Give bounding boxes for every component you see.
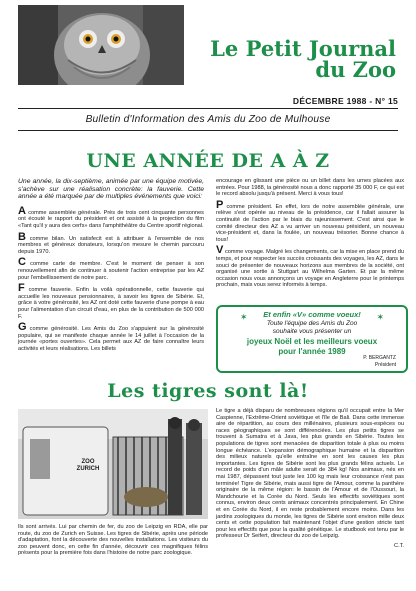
drop-letter: G <box>18 321 27 334</box>
article1-right-column <box>216 178 404 292</box>
zoo-zurich-sign: ZOO ZURICH <box>76 459 100 472</box>
greeting-wish: joyeux Noël et les meilleurs voeux <box>246 337 378 346</box>
paragraph-text: comme président. En effet, lors de notre assemblée générale, une relève s'est opérée au niveau de la présidence, car il fallait assurer la continuité de l'action par le biais du rajeunissement. C'est ainsi que le comité directeur des AZ a vu arriver un nouveau président, un nouveau vice-président et, dans la foulée, un nouveau trésorier. Bonne chance à tous! <box>216 203 404 243</box>
paragraph-text: comme voyage. Malgré les changements, car la mise en place prend du temps, et pour respecter les succès croissants des voyages, les AZ, dans le souci de présenter de nouveaux horizons aux membres de la société, ont organisé une sortie à Stuttgart au Wilhelma Garten. Et par la même occasion nous vous annonçons un voyage en Angleterre pour le printemps prochain, mais vous serez informés à temps. <box>216 249 404 289</box>
article2-heading: Les tigres sont là! <box>107 380 309 402</box>
photo-caption-text: Ils sont arrivés. Lui par chemin de fer, du zoo de Leipzig en RDA, elle par route, du zoo de Zurich en Suisse. Les tigres de Sibérie, après une période d'adaptation, font la découverte des nouvelles installations. Les visiteurs du zoo peuvent donc, en cette fin d'année, découvrir ces magnifiques félins présents pour la première fois dans l'histoire de notre parc zoologique. <box>18 524 208 557</box>
journal-title-line1: Le Petit Journal <box>210 36 396 61</box>
article1-paragraph <box>18 284 204 320</box>
article1-paragraph <box>216 178 404 198</box>
journal-title-line2: du Zoo <box>315 57 396 82</box>
greeting-line: Toute l'équipe des Amis du Zoo <box>266 320 358 327</box>
greeting-wish: pour l'année 1989 <box>278 347 346 356</box>
article2-text: Le tigre a déjà disparu de nombreuses régions qu'il occupait entre la Mer Caspienne, l'Extrême-Orient soviétique et l'île de Bali. Dans cette immense aire de répartition, au cours des millénaires, plusieurs sous-espèces ou races géographiques se sont différenciées. Les plus petits tigres se trouvent à Sumatra et à Java, les plus grands en Sibérie. Toutes les populations de tigres sont menacées de disparition totale à plus ou moins longue échéance. L'expansion démographique humaine et la disparition des milieux naturels qu'elle entraîne en sont les causes les plus importantes. Les tigres de Sibérie sont les plus grands félins actuels. Le record de poids d'un mâle adulte serait de 384 kg! Nos animaux, nés en mai 1987, dépassent tout juste les 100 kg mais leur croissance n'est pas terminée! Tigre de Sibérie, mais aussi tigre de l'Amour, comme la panthère originaire de la même région: le bassin de l'Amour et de l'Oussouri, la Mandchourie et la Corée du Nord. Seuls les effectifs soviétiques sont connus, environ deux cents animaux concentrés principalement. En Chine et en Corée du Nord, il en reste probablement encore moins. Dans les jardins zoologiques du monde, les tigres de Sibérie sont environ mille deux cents et cette population fait maintenant l'objet d'une gestion stricte tant pour les effectifs que pour la qualité génétique. Le studbook est tenu par le professeur Dr Seifert, directeur du zoo de Leipzig. <box>216 408 404 540</box>
owl-photo <box>18 5 184 85</box>
star-icon: ✶ <box>240 312 248 322</box>
bulletin-subtitle: Bulletin d'Information des Amis du Zoo de Mulhouse <box>85 114 331 125</box>
article1-paragraph <box>216 246 404 289</box>
article1-left-column <box>18 178 204 355</box>
article1-paragraph <box>18 204 204 230</box>
signature-name: P. BERGANTZ <box>363 355 396 361</box>
article1-lead: Une année, la dix-septième, animée par une équipe motivée, s'achève sur une réalisation concrète: la fauverie. Cette année a été marquée par de multiples événements que voici: <box>18 178 204 201</box>
drop-letter: V <box>216 244 224 257</box>
paragraph-text: comme carte de membre. C'est le moment de penser à son renouvellement afin de continuer à soutenir l'action entreprise par les AZ pour l'embellissement de notre parc. <box>18 261 204 281</box>
drop-letter: B <box>18 230 26 243</box>
article2-author: C.T. <box>394 542 404 549</box>
issue-number: DÉCEMBRE 1988 - N° 15 <box>292 96 398 106</box>
paragraph-text: comme générosité. Les Amis du Zoo s'appuient sur la générosité populaire, qui se manifeste chaque année le 14 juillet à l'occasion de la journée «portes ouvertes». Cela permet aux AZ de faire connaître leurs activités et leurs réalisations. Les billets <box>18 326 205 352</box>
photo-caption <box>18 524 208 560</box>
star-icon: ✶ <box>376 312 384 322</box>
article1-paragraph <box>18 230 204 256</box>
drop-letter: A <box>18 204 26 217</box>
article1-paragraph <box>216 198 404 244</box>
article1-paragraph <box>18 258 204 281</box>
paragraph-text: comme bilan. Un satisfecit est à attribuer à l'ensemble de nos membres et généreux donateurs, lorsqu'on mesure le chemin parcouru depuis 1970. <box>18 235 204 255</box>
tiger-transport-photo <box>18 409 208 519</box>
article1-heading: UNE ANNÉE DE A À Z <box>86 150 330 172</box>
divider-subtitle <box>18 130 398 131</box>
journal-title <box>190 38 396 80</box>
article1-paragraph <box>18 323 204 352</box>
divider-top <box>18 108 398 109</box>
drop-letter: F <box>18 282 25 295</box>
drop-letter: C <box>18 256 26 269</box>
greeting-box <box>216 305 408 373</box>
paragraph-text: encourage en glissant une pièce ou un billet dans les urnes placées aux entrées. Pour 1988, la générosité nous a donc rapporté 35 000 F, ce qui est le record absolu jusqu'à présent. Merci à vous tous! <box>216 178 404 198</box>
article2-column <box>216 408 404 552</box>
signature-role: Président <box>374 362 396 368</box>
greeting-headline: Et enfin «V» comme voeux! <box>263 310 361 319</box>
paragraph-text: comme assemblée générale. Près de trois cent cinquante personnes ont écouté le rapport du président et ont assisté à la projection du film «Tant qu'il y aura des cerfs» dans l'amphithéâtre du Centre sportif régional. <box>18 209 204 229</box>
paragraph-text: comme fauverie. Enfin la voilà opérationnelle, cette fauverie qui accueille les nouveaux pensionnaires, à savoir les tigres de Sibérie. Et, grâce à votre générosité, les AZ ont doté cette fauverie d'une pompe à eau pour l'alimentation d'un circuit d'eau, en plus de la contribution de 500 000 F. <box>18 287 204 320</box>
greeting-line: souhaite vous présenter un <box>272 328 352 335</box>
drop-letter: P <box>216 198 224 211</box>
